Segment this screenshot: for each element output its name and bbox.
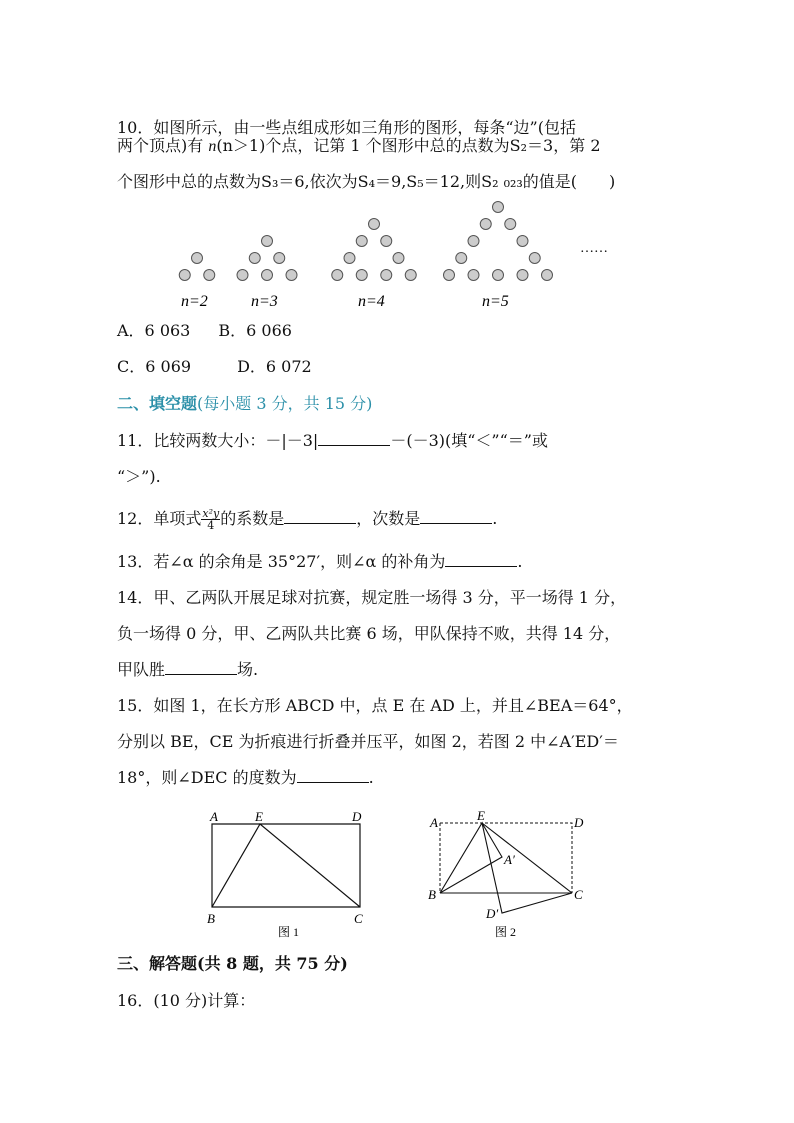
text: S₂＝3，第 2: [509, 136, 601, 155]
text: 甲队胜: [117, 660, 166, 679]
dot: [517, 236, 528, 247]
q13-line: [117, 552, 523, 572]
option-c[interactable]: C．6 069: [117, 357, 192, 376]
text: .: [368, 768, 374, 787]
dot: [493, 202, 504, 213]
q11-line1: [117, 431, 548, 451]
q10-line2: [117, 136, 601, 157]
q15-line3: [117, 768, 374, 788]
label-E: E: [477, 808, 485, 823]
dot: [356, 270, 367, 281]
dot: [262, 270, 273, 281]
dot: [381, 270, 392, 281]
label-D: D: [352, 809, 362, 824]
label-A: A: [210, 809, 218, 824]
q10-line1: 10．如图所示，由一些点组成形如三角形的图形，每条“边”(包括: [117, 118, 576, 137]
option-d[interactable]: D．6 072: [237, 357, 312, 376]
text: 场.: [237, 660, 259, 679]
text: ，次数是: [356, 509, 421, 528]
dot: [517, 270, 528, 281]
option-b[interactable]: B．6 066: [218, 321, 292, 340]
text: －(－3)(填“＜”“＝”或: [390, 431, 548, 450]
answer-blank[interactable]: [165, 660, 237, 675]
text: 13．若∠α 的余角是 35°27′，则∠α 的补角为: [117, 552, 446, 571]
dot: [381, 236, 392, 247]
answer-blank[interactable]: [445, 552, 517, 567]
text: 11．比较两数大小：－|－3|: [117, 431, 319, 450]
q15-line2: 分别以 BE，CE 为折痕进行折叠并压平，如图 2，若图 2 中∠A′ED′＝: [117, 732, 619, 751]
dot: [393, 253, 404, 264]
ellipsis: ……: [580, 241, 608, 256]
dot: [237, 270, 248, 281]
n-label: n=2: [181, 293, 208, 310]
dot: [286, 270, 297, 281]
dot: [480, 219, 491, 230]
q11-line2: “＞”).: [117, 467, 161, 486]
dot: [468, 236, 479, 247]
text: 的系数是: [220, 509, 285, 528]
option-a[interactable]: A．6 063: [117, 321, 191, 340]
dot: [179, 270, 190, 281]
label-D-prime: D′: [486, 906, 499, 921]
q14-line3: [117, 660, 258, 680]
text: 两个顶点)有: [117, 136, 209, 155]
dot: [456, 253, 467, 264]
figure-1: [200, 805, 380, 940]
dot: [262, 236, 273, 247]
dot: [344, 253, 355, 264]
label-C: C: [354, 911, 363, 926]
answer-blank[interactable]: [284, 509, 356, 524]
section2-heading: [117, 394, 372, 414]
q15-line1: 15．如图 1，在长方形 ABCD 中，点 E 在 AD 上，并且∠BEA＝64°，: [117, 696, 633, 715]
dot: [332, 270, 343, 281]
dot: [542, 270, 553, 281]
q16-line: 16．(10 分)计算：: [117, 991, 256, 1010]
dot-triangles-figure: [0, 190, 794, 315]
dot: [356, 236, 367, 247]
text: n: [208, 138, 217, 155]
caption: 图 2: [495, 925, 517, 939]
q14-line1: 14．甲、乙两队开展足球对抗赛，规定胜一场得 3 分，平一场得 1 分，: [117, 588, 627, 607]
answer-blank[interactable]: [420, 509, 492, 524]
label-C: C: [574, 887, 583, 902]
q14-line2: 负一场得 0 分，甲、乙两队共比赛 6 场，甲队保持不败，共得 14 分，: [117, 624, 621, 643]
dot: [529, 253, 540, 264]
dot: [505, 219, 516, 230]
text: .: [517, 552, 523, 571]
dot: [192, 253, 203, 264]
text: 18°，则∠DEC 的度数为: [117, 768, 297, 787]
dot: [405, 270, 416, 281]
label-A: A: [430, 815, 438, 830]
numerator: x²y: [202, 507, 220, 520]
caption: 图 1: [278, 925, 300, 939]
fraction: [201, 508, 220, 531]
label-B: B: [428, 887, 436, 902]
label-B: B: [207, 911, 215, 926]
answer-blank[interactable]: [318, 431, 390, 446]
dot: [493, 270, 504, 281]
label-E: E: [255, 809, 263, 824]
q10-options-row1: [117, 321, 292, 341]
text: 二、填空题: [117, 394, 198, 413]
n-label: n=3: [251, 293, 278, 310]
text: 12．单项式: [117, 509, 202, 528]
dot: [468, 270, 479, 281]
dot: [369, 219, 380, 230]
denominator: 4: [207, 519, 215, 532]
dot: [274, 253, 285, 264]
label-D: D: [574, 815, 584, 830]
n-label: n=4: [358, 293, 385, 310]
dot: [444, 270, 455, 281]
dot: [204, 270, 215, 281]
answer-blank[interactable]: [297, 768, 369, 783]
section3-heading: 三、解答题(共 8 题，共 75 分): [117, 954, 348, 973]
text: (n＞1)个点，记第 1 个图形中总的点数为: [216, 136, 510, 155]
dot: [249, 253, 260, 264]
label-A-prime: A′: [504, 852, 515, 867]
text: (每小题 3 分，共 15 分): [197, 394, 373, 413]
q10-line3: 个图形中总的点数为S₃＝6,依次为S₄＝9,S₅＝12,则S₂ ₀₂₃的值是( ): [117, 172, 616, 191]
n-label: n=5: [482, 293, 509, 310]
q10-options-row2: [117, 357, 312, 377]
q12-line: [117, 508, 497, 531]
figure-2: [420, 805, 600, 940]
text: .: [492, 509, 498, 528]
